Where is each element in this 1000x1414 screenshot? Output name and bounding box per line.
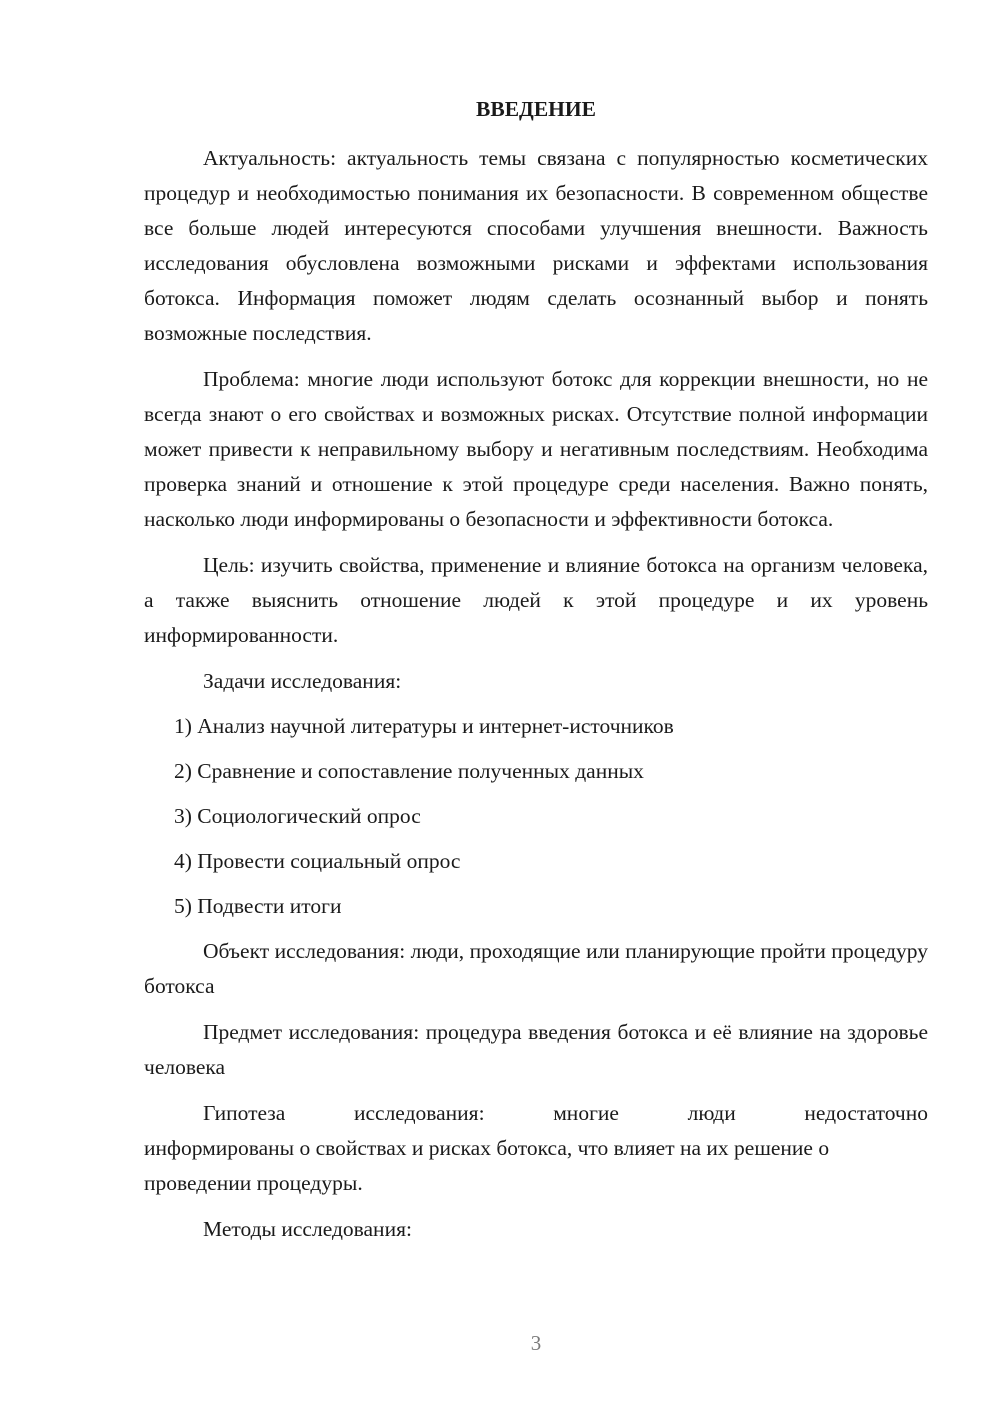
section-heading: ВВЕДЕНИЕ — [476, 97, 596, 121]
hypothesis-paragraph — [144, 1096, 928, 1201]
document-page — [144, 92, 928, 1257]
hypothesis-rest: информированы о свойствах и рисках ботокса, что влияет на их решение о проведении процедуры. — [144, 1136, 830, 1195]
hypothesis-word: Гипотеза — [203, 1101, 286, 1125]
hypothesis-word: многие — [553, 1101, 619, 1125]
task-item: 5) Подвести итоги — [174, 894, 342, 918]
object-paragraph: Объект исследования: люди, проходящие или планирующие пройти процедуру ботокса — [144, 939, 928, 998]
hypothesis-word: люди — [687, 1101, 736, 1125]
hypothesis-word: недостаточно — [804, 1101, 928, 1125]
goal-paragraph: Цель: изучить свойства, применение и влияние ботокса на организм человека, а также выяснить отношение людей к этой процедуре и их уровень информированности. — [144, 553, 928, 647]
task-item: 1) Анализ научной литературы и интернет-источников — [174, 714, 674, 738]
page-number: 3 — [530, 1331, 542, 1355]
task-item: 3) Социологический опрос — [174, 804, 421, 828]
hypothesis-word: исследования: — [353, 1101, 485, 1125]
relevance-paragraph: Актуальность: актуальность темы связана с популярностью косметических процедур и необходимостью понимания их безопасности. В современном обществе все больше людей интересуются способами улучшения внешности. Важность исследования обусловлена возможными рисками и эффектами использования ботокса. Информация поможет людям сделать осознанный выбор и понять возможные последствия. — [144, 146, 928, 345]
task-item: 2) Сравнение и сопоставление полученных данных — [174, 759, 644, 783]
task-item: 4) Провести социальный опрос — [174, 849, 461, 873]
hypothesis-first-line — [144, 1096, 928, 1131]
tasks-label: Задачи исследования: — [203, 669, 402, 693]
problem-paragraph: Проблема: многие люди используют ботокс для коррекции внешности, но не всегда знают о его свойствах и возможных рисках. Отсутствие полной информации может привести к неправильному выбору и негативным последствиям. Необходима проверка знаний и отношение к этой процедуре среди населения. Важно понять, насколько люди информированы о безопасности и эффективности ботокса. — [144, 367, 928, 531]
subject-paragraph: Предмет исследования: процедура введения ботокса и её влияние на здоровье человека — [144, 1020, 928, 1079]
tasks-list — [144, 709, 928, 924]
methods-label: Методы исследования: — [203, 1217, 412, 1241]
